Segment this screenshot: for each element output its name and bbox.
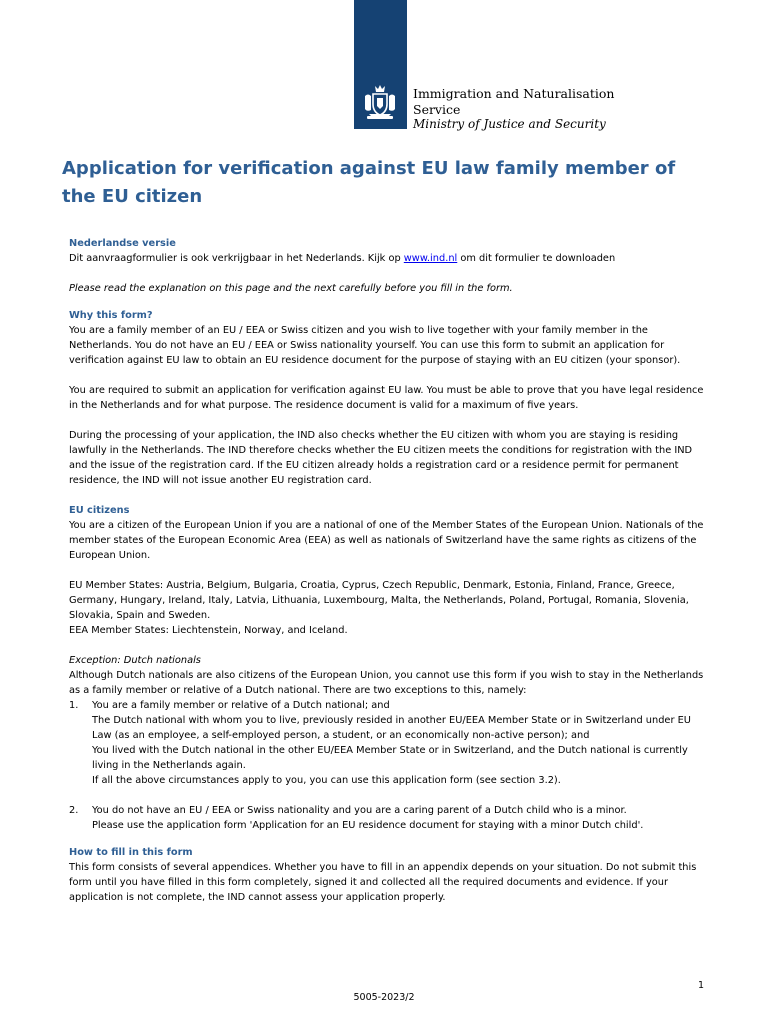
section-heading-eu: EU citizens bbox=[69, 505, 130, 516]
exception-item-1 bbox=[69, 698, 709, 788]
why-paragraph-3: During the processing of your application, the IND also checks whether the EU citizen with whom you are staying is residing lawfully in the Netherlands. The IND therefore checks whether the EU citizen meets the conditions for registration with the IND and the issue of the registration card. If the EU citizen already holds a registration card or a residence permit for permanent residence, the IND will not issue another EU registration card. bbox=[69, 430, 693, 486]
list-line: You do not have an EU / EEA or Swiss nationality and you are a caring parent of a Dutch child who is a minor. bbox=[92, 805, 627, 816]
list-number: 2. bbox=[69, 805, 79, 816]
list-line: You are a family member or relative of a Dutch national; and bbox=[92, 700, 390, 711]
list-line: Please use the application form 'Application for an EU residence document for staying with a minor Dutch child'. bbox=[92, 820, 644, 831]
list-line: The Dutch national with whom you to live, previously resided in another EU/EEA Member State or in Switzerland under EU Law (as an employee, a self-employed person, a student, or an economically non-active person); and bbox=[92, 715, 691, 741]
intro-note: Please read the explanation on this page and the next carefully before you fill in the form. bbox=[69, 283, 513, 294]
list-line: You lived with the Dutch national in the other EU/EEA Member State or in Switzerland, and the Dutch national is currently living in the Netherlands again. bbox=[92, 745, 688, 771]
org-line-2: Service bbox=[413, 101, 461, 117]
section-heading-fill: How to fill in this form bbox=[69, 847, 193, 858]
nl-text-before: Dit aanvraagformulier is ook verkrijgbaar in het Nederlands. Kijk op bbox=[69, 253, 404, 264]
exception-paragraph: Although Dutch nationals are also citizens of the European Union, you cannot use this form if you wish to stay in the Netherlands as a family member or relative of a Dutch national. There are two exceptions to this, namely: bbox=[69, 670, 704, 696]
eea-member-states: EEA Member States: Liechtenstein, Norway, and Iceland. bbox=[69, 625, 348, 636]
organization-name bbox=[413, 86, 673, 133]
list-item-body bbox=[92, 803, 709, 833]
why-paragraph-2: You are required to submit an application for verification against EU law. You must be able to prove that you have legal residence in the Netherlands and for what purpose. The residence document is valid for a maximum of five years. bbox=[69, 385, 704, 411]
list-item-body bbox=[92, 698, 709, 788]
org-line-1: Immigration and Naturalisation bbox=[413, 86, 615, 101]
nl-paragraph bbox=[69, 251, 709, 266]
page-number: 1 bbox=[698, 980, 705, 991]
eu-member-states: EU Member States: Austria, Belgium, Bulgaria, Croatia, Cyprus, Czech Republic, Denmark, Estonia, Finland, France, Greece, Germany, Hungary, Ireland, Italy, Latvia, Lithuania, Luxembourg, Malta, the Netherlands, Poland, Portugal, Romania, Slovenia, Slovakia, Spain and Sweden. bbox=[69, 580, 689, 621]
list-line: If all the above circumstances apply to you, you can use this application form (see section 3.2). bbox=[92, 775, 561, 786]
exception-heading: Exception: Dutch nationals bbox=[69, 655, 201, 666]
section-heading-why: Why this form? bbox=[69, 310, 153, 321]
list-number: 1. bbox=[69, 700, 79, 711]
fill-paragraph: This form consists of several appendices. Whether you have to fill in an appendix depends on your situation. Do not submit this form until you have filled in this form completely, signed it and collected all the required documents and evidence. If your application is not complete, the IND cannot assess your application properly. bbox=[69, 862, 697, 903]
coat-of-arms-icon bbox=[359, 82, 401, 124]
section-heading-nl: Nederlandse versie bbox=[69, 238, 176, 249]
ministry-name: Ministry of Justice and Security bbox=[413, 117, 606, 131]
page-title: Application for verification against EU law family member of the EU citizen bbox=[62, 158, 676, 207]
nl-text-after: om dit formulier te downloaden bbox=[457, 253, 616, 264]
ind-link[interactable]: www.ind.nl bbox=[403, 253, 458, 264]
form-code: 5005-2023/2 bbox=[353, 992, 415, 1003]
eu-paragraph-1: You are a citizen of the European Union if you are a national of one of the Member States of the European Union. Nationals of the member states of the European Economic Area (EEA) as well as nationals of Switzerland have the same rights as citizens of the European Union. bbox=[69, 520, 704, 561]
document-body bbox=[69, 236, 709, 905]
exception-item-2 bbox=[69, 803, 709, 833]
why-paragraph-1: You are a family member of an EU / EEA or Swiss citizen and you wish to live together with your family member in the Netherlands. You do not have an EU / EEA or Swiss nationality yourself. You can use this form to submit an application for verification against EU law to obtain an EU residence document for the purpose of staying with an EU citizen (your sponsor). bbox=[69, 325, 681, 366]
